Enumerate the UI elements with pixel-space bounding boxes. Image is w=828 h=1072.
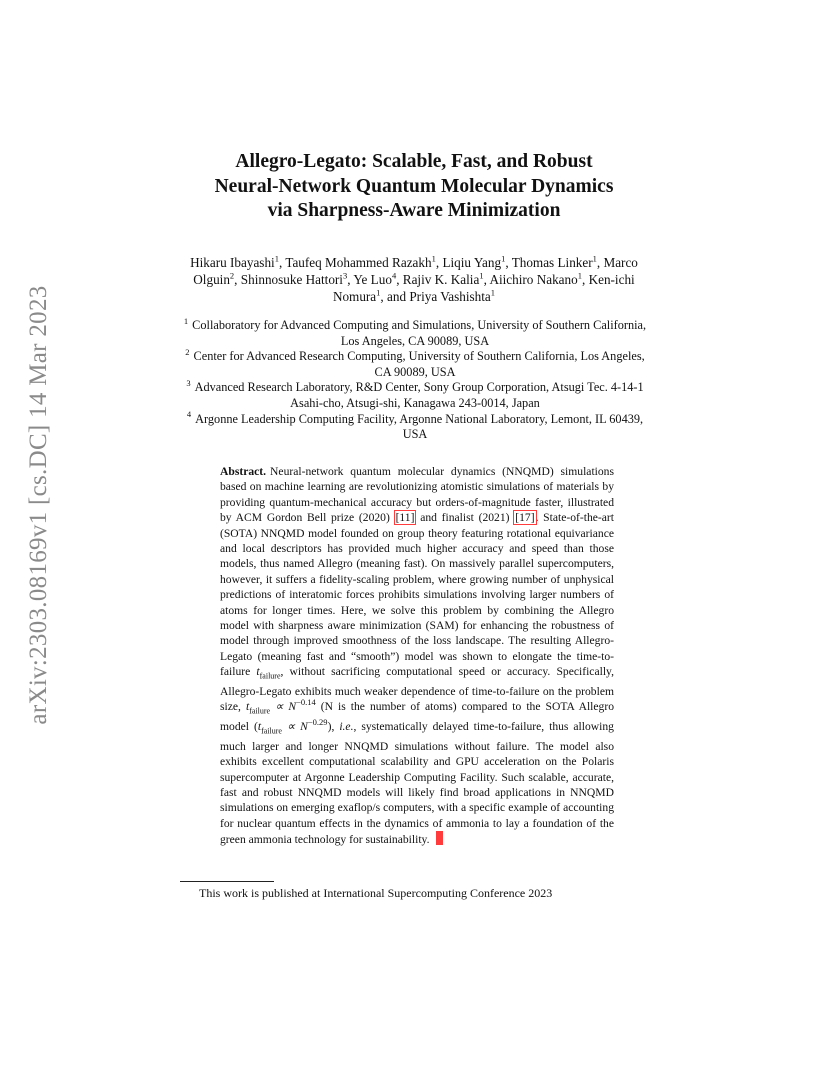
affiliation-text: Advanced Research Laboratory, R&D Center, Sony Group Corporation, Atsugi Tec. 4-14-1 Asahi-cho, Atsugi-shi, Kanagawa 243-0014, Japan	[194, 380, 644, 410]
affiliation	[180, 349, 650, 380]
author-affiliation-mark: 1	[431, 253, 436, 264]
author-name: Rajiv K. Kalia	[402, 272, 480, 288]
author-affiliation-mark: 1	[490, 288, 496, 299]
abstract-text: Neural-network quantum molecular dynamics (NNQMD) simulations based on machine learning are revolutionizing atomistic simulations of materials by providing quantum-mechanical accuracy but orders-of-magnitude faster, illustrated by ACM Gordon Bell prize (2020)	[220, 465, 614, 525]
author-list: Hikaru Ibayashi$^1$, Taufeq Mohammed Razakh$^1$, Liqiu Yang$^1$, Thomas Linker$^1$, Marco Olguin$^2$, Shinnosuke Hattori$^3$, Ye Luo$^4$, Rajiv K. Kalia$^1$, Aiichiro Nakano$^1$, Ken-ichi Nomura$^1$, and Priya Vashishta$^1$	[190, 253, 638, 305]
arxiv-identifier-sidebar	[24, 285, 54, 725]
math-exponent: −0.14	[296, 697, 316, 708]
author-name: Ye Luo	[353, 272, 392, 288]
affiliation-number: 1	[183, 315, 189, 326]
author-name: Hikaru Ibayashi	[190, 255, 275, 270]
author-affiliation-mark: 1	[577, 270, 582, 281]
author-name: Marco Olguin	[193, 255, 638, 288]
math-symbol: t	[257, 720, 262, 734]
affiliation-text: Collaboratory for Advanced Computing and Simulations, University of Southern California, Los Angeles, CA 90089, USA	[192, 318, 647, 348]
abstract-ie: i.e.	[339, 720, 354, 734]
abstract	[220, 464, 614, 848]
math-expression: ∝ N	[275, 700, 297, 714]
author-affiliation-mark: 1	[592, 253, 597, 264]
title-line: via Sharpness-Aware Minimization	[267, 200, 561, 221]
abstract-text: ,	[331, 720, 335, 734]
author-affiliation-mark: 1	[376, 288, 381, 299]
affiliation-text: Center for Advanced Research Computing, University of Southern California, Los Angeles, CA 90089, USA	[193, 349, 645, 379]
title-line: Allegro-Legato: Scalable, Fast, and Robust	[235, 151, 593, 172]
author-affiliation-mark: 2	[229, 270, 235, 281]
affiliation	[180, 315, 650, 349]
footnote: This work is published at International Supercomputing Conference 2023	[199, 886, 553, 900]
affiliation-number: 3	[186, 378, 191, 389]
footnote-rule	[180, 881, 274, 882]
math-symbol: t	[245, 700, 250, 714]
arxiv-identifier: arXiv:2303.08169v1 [cs.DC] 14 Mar 2023	[25, 285, 52, 725]
affiliation	[180, 380, 650, 411]
math-subscript: failure	[249, 706, 271, 716]
abstract-text: (N is the number of atoms) compared to the SOTA Allegro model	[220, 700, 614, 734]
paper-title	[150, 150, 678, 224]
abstract-text: and finalist (2021)	[420, 511, 510, 525]
affiliation-number: 4	[186, 409, 192, 420]
math-symbol: t	[256, 665, 260, 679]
author-affiliation-mark: 3	[342, 270, 348, 281]
abstract-label: Abstract.	[220, 465, 267, 478]
citation-link[interactable]: [17]	[515, 511, 535, 525]
math-subscript: failure	[259, 671, 281, 681]
title-line: Neural-Network Quantum Molecular Dynamics	[214, 175, 614, 197]
author-affiliation-mark: 1	[501, 253, 506, 264]
citation-link[interactable]: [11]	[395, 511, 415, 525]
end-link-box[interactable]	[436, 831, 443, 845]
author-name: Aiichiro Nakano	[489, 272, 578, 288]
abstract-text: , systematically delayed time-to-failure, thus allowing much larger and longer NNQMD simulations without failure. The model also exhibits excellent computational scalability and GPU acceleration on the Polaris supercomputer at Argonne Leadership Computing Facility. Such scalable, accurate, fast and robust NNQMD models will likely find broad applications in NNQMD simulations on emerging exaflop/s computers, with a specific example of accounting for nuclear quantum effects in the dynamics of ammonia to lay a foundation of the green ammonia technology for sustainability.	[220, 720, 614, 847]
abstract-text: . State-of-the-art (SOTA) NNQMD model founded on group theory featuring rotational equivariance and local descriptors has provided much higher accuracy and speed than those models, thus named Allegro (meaning fast). On massively parallel supercomputers, however, it suffers a fidelity-scaling problem, where growing number of unphysical predictions of interatomic forces prohibits simulations involving larger numbers of atoms for longer times. Here, we solve this problem by combining the Allegro model with sharpness aware minimization (SAM) for enhancing the robustness of model through improved smoothness of the loss landscape. The resulting Allegro-Legato (meaning fast and “smooth”) model was shown to elongate the time-to-failure	[220, 511, 614, 679]
author-affiliation-mark: 4	[391, 270, 397, 281]
affiliation-number: 2	[185, 347, 190, 358]
abstract-text: , without sacrificing computational speed or accuracy. Specifically, Allegro-Legato exhibits much weaker dependence of time-to-failure on the problem size,	[220, 665, 614, 714]
author-name: Thomas Linker	[511, 255, 593, 270]
affiliation	[180, 409, 650, 443]
math-paren: )	[327, 720, 332, 734]
author-affiliation-mark: 1	[479, 270, 484, 281]
author-name: Taufeq Mohammed Razakh	[285, 255, 432, 270]
math-exponent: −0.29	[307, 717, 328, 728]
affiliation-text: Argonne Leadership Computing Facility, Argonne National Laboratory, Lemont, IL 60439, USA	[195, 411, 644, 442]
math-expression: ∝ N	[286, 720, 308, 734]
math-subscript: failure	[261, 726, 282, 736]
author-affiliation-mark: 1	[274, 253, 279, 264]
affiliation-list	[180, 315, 650, 443]
math-paren: (	[253, 720, 258, 734]
author-name: Shinnosuke Hattori	[240, 272, 343, 288]
author-name: Priya Vashishta	[409, 289, 491, 305]
author-name: Ken-ichi Nomura	[332, 272, 635, 305]
author-name: Liqiu Yang	[442, 255, 502, 270]
